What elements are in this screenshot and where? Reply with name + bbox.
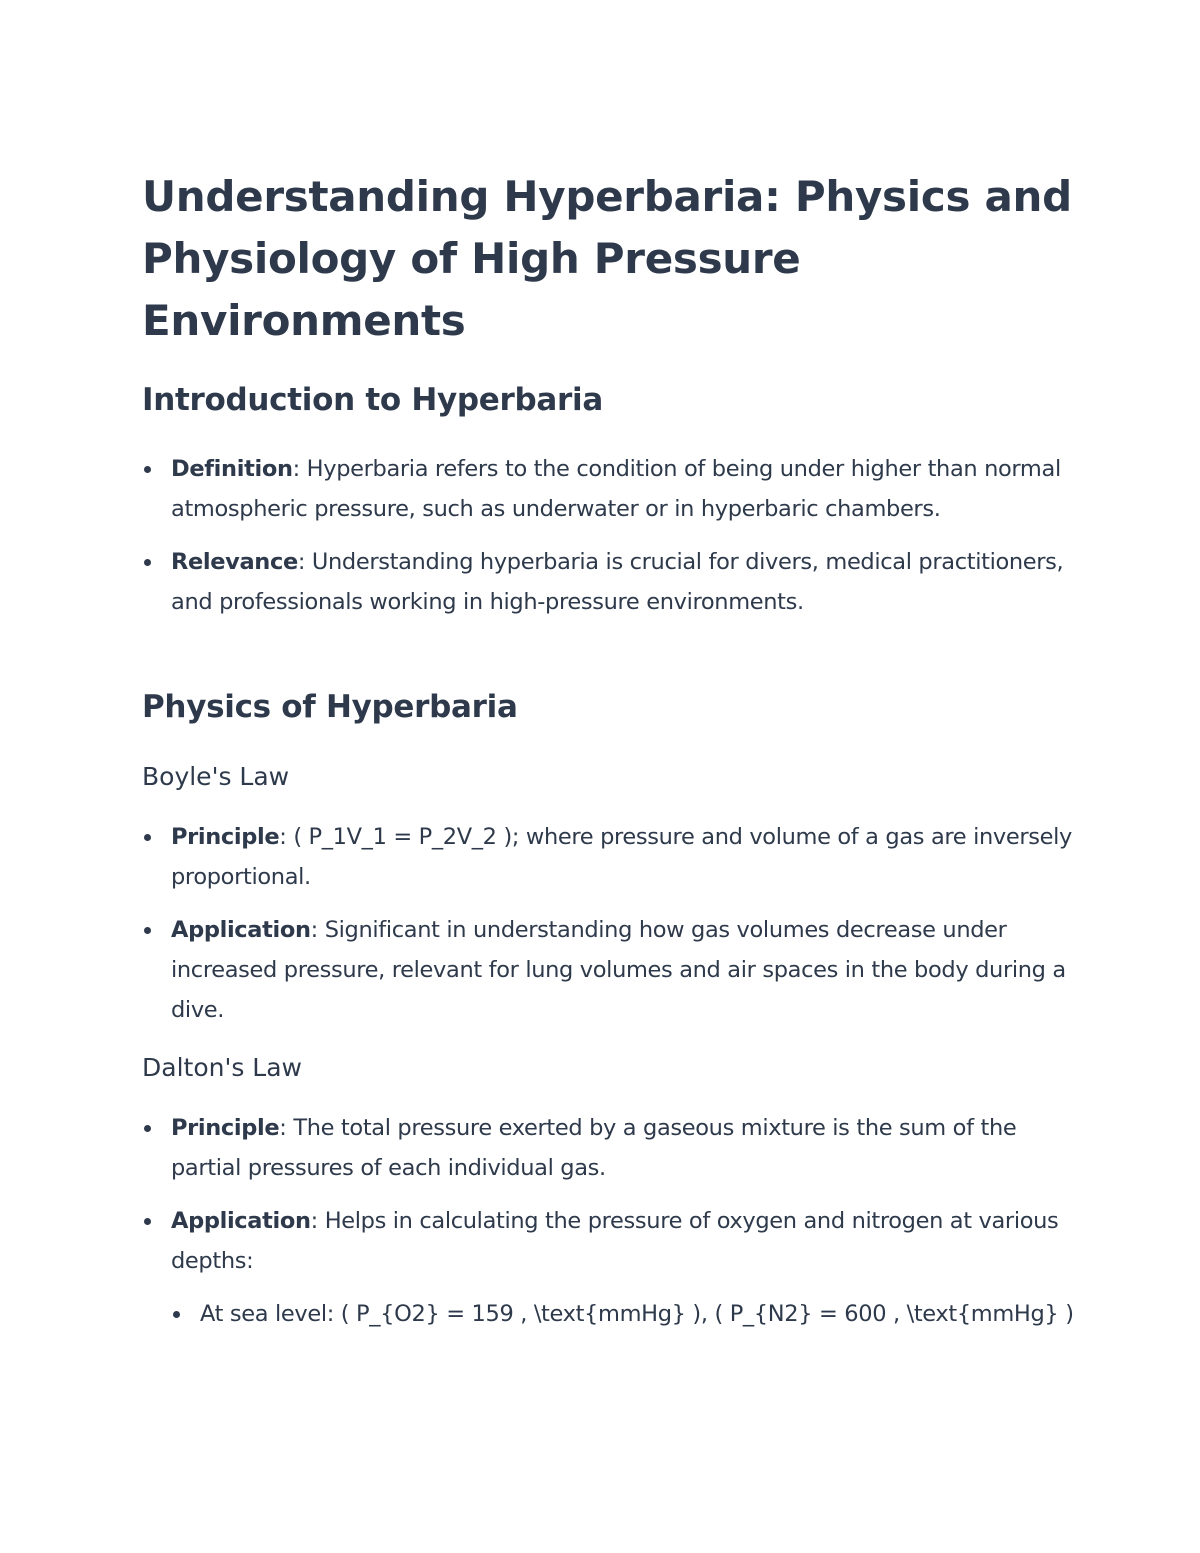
item-text: : ( P_1V_1 = P_2V_2 ); where pressure and volume of a gas are inversely proportional. [171, 824, 1073, 890]
item-text: : Helps in calculating the pressure of oxygen and nitrogen at various depths: [171, 1208, 1059, 1274]
list-item [142, 1201, 1072, 1334]
introduction-list [142, 449, 1072, 635]
item-label: Definition [171, 456, 293, 482]
list-item [142, 1108, 1072, 1188]
item-label: Principle [171, 824, 280, 850]
subsection-heading-daltons-law: Dalton's Law [142, 1053, 302, 1082]
subsection-heading-boyles-law: Boyle's Law [142, 762, 290, 791]
item-text: : Significant in understanding how gas volumes decrease under increased pressure, relevant for lung volumes and air spaces in the body during a dive. [171, 917, 1066, 1023]
nested-list [171, 1294, 1101, 1334]
item-label: Application [171, 917, 311, 943]
boyles-law-list [142, 817, 1072, 1043]
item-label: Application [171, 1208, 311, 1234]
page-title: Understanding Hyperbaria: Physics and Physiology of High Pressure Environments [142, 172, 1072, 345]
item-text: : Understanding hyperbaria is crucial for divers, medical practitioners, and professionals working in high-pressure environments. [171, 549, 1064, 615]
section-heading-introduction: Introduction to Hyperbaria [142, 382, 603, 418]
item-label: Principle [171, 1115, 280, 1141]
list-item [142, 817, 1072, 897]
daltons-law-list [142, 1108, 1072, 1347]
item-text: : The total pressure exerted by a gaseous mixture is the sum of the partial pressures of each individual gas. [171, 1115, 1017, 1181]
list-item [142, 910, 1072, 1030]
item-label: Relevance [171, 549, 298, 575]
nested-list-item: At sea level: ( P_{O2} = 159 , \text{mmHg} ), ( P_{N2} = 600 , \text{mmHg} ) [171, 1294, 1101, 1334]
section-heading-physics: Physics of Hyperbaria [142, 689, 518, 725]
item-text: : Hyperbaria refers to the condition of being under higher than normal atmospheric pressure, such as underwater or in hyperbaric chambers. [171, 456, 1061, 522]
list-item [142, 542, 1072, 622]
list-item [142, 449, 1072, 529]
